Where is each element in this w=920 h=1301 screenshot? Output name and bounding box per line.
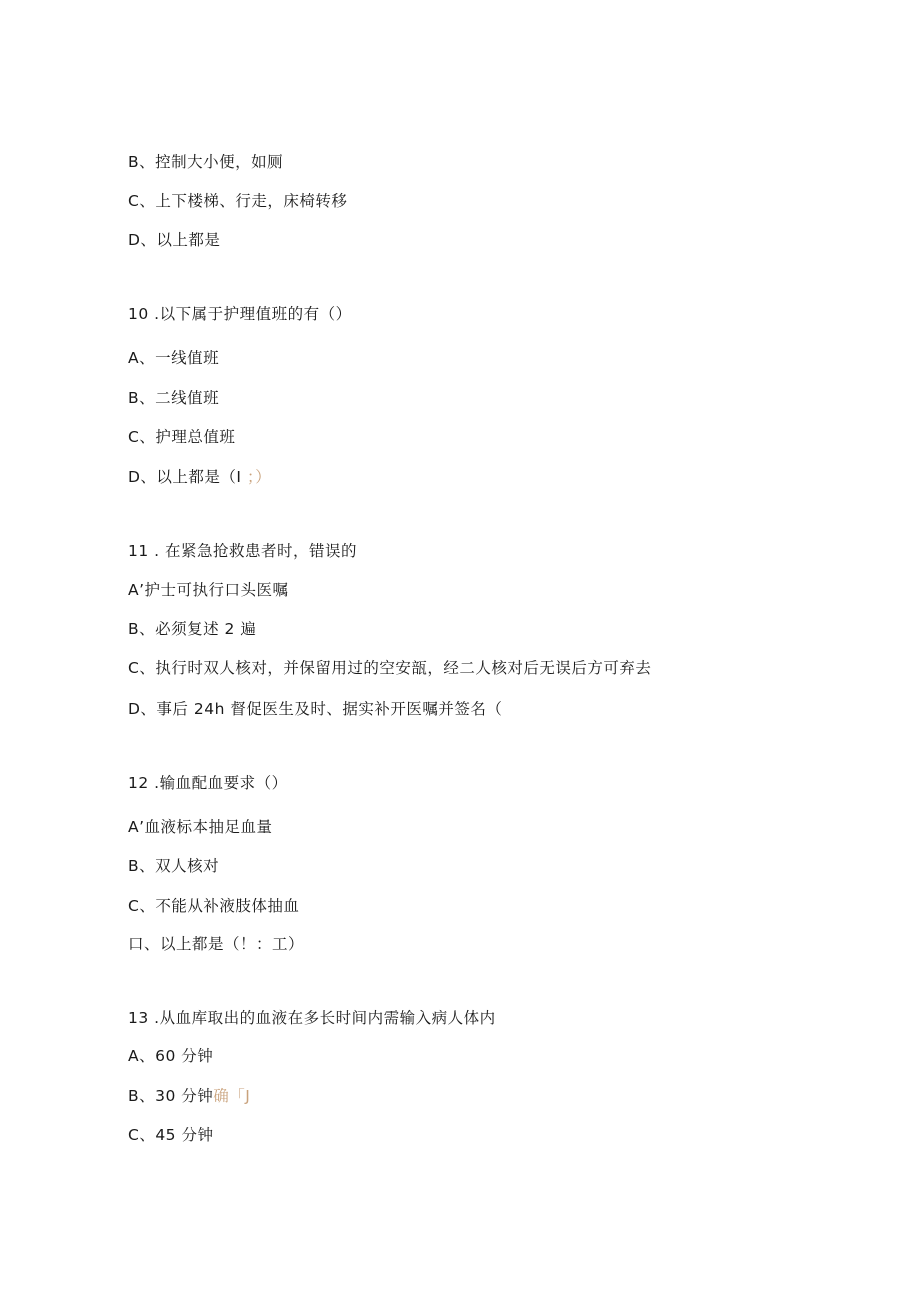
q11-question: 11 . 在紧急抢救患者时，错误的 [128,542,358,560]
q11-option-a: A’护士可执行口头医嘱 [128,581,289,599]
q13-option-c: C、45 分钟 [128,1126,214,1144]
q13-option-b: B、30 分钟确「J [128,1087,251,1105]
answer-mark: ；） [241,468,272,486]
q9-option-b: B、控制大小便，如厕 [128,153,284,171]
q12-option-b: B、双人核对 [128,857,220,875]
answer-mark: 确「J [213,1087,251,1105]
q12-option-d: 口、以上都是（！：工） [128,935,305,953]
q10-question: 10 .以下属于护理值班的有（） [128,305,352,323]
q12-option-a: A’血液标本抽足血量 [128,818,273,836]
q10-option-d: D、以上都是（I ；） [128,468,272,486]
q12-question: 12 .输血配血要求（） [128,774,288,792]
q11-option-b: B、必须复述 2 遍 [128,620,257,638]
q12-option-c: C、不能从补液肢体抽血 [128,897,300,915]
q11-option-d: D、事后 24h 督促医生及时、据实补开医嘱并签名（ [128,700,503,718]
q10-option-b: B、二线值班 [128,389,220,407]
q13-option-a: A、60 分钟 [128,1047,214,1065]
q11-option-c: C、执行时双人核对，并保留用过的空安瓿，经二人核对后无误后方可弃去 [128,659,652,677]
q9-option-d: D、以上都是 [128,231,221,249]
q10-option-a: A、一线值班 [128,349,220,367]
q9-option-c: C、上下楼梯、行走，床椅转移 [128,192,348,210]
q10-option-c: C、护理总值班 [128,428,236,446]
q13-question: 13 .从血库取出的血液在多长时间内需输入病人体内 [128,1009,496,1027]
